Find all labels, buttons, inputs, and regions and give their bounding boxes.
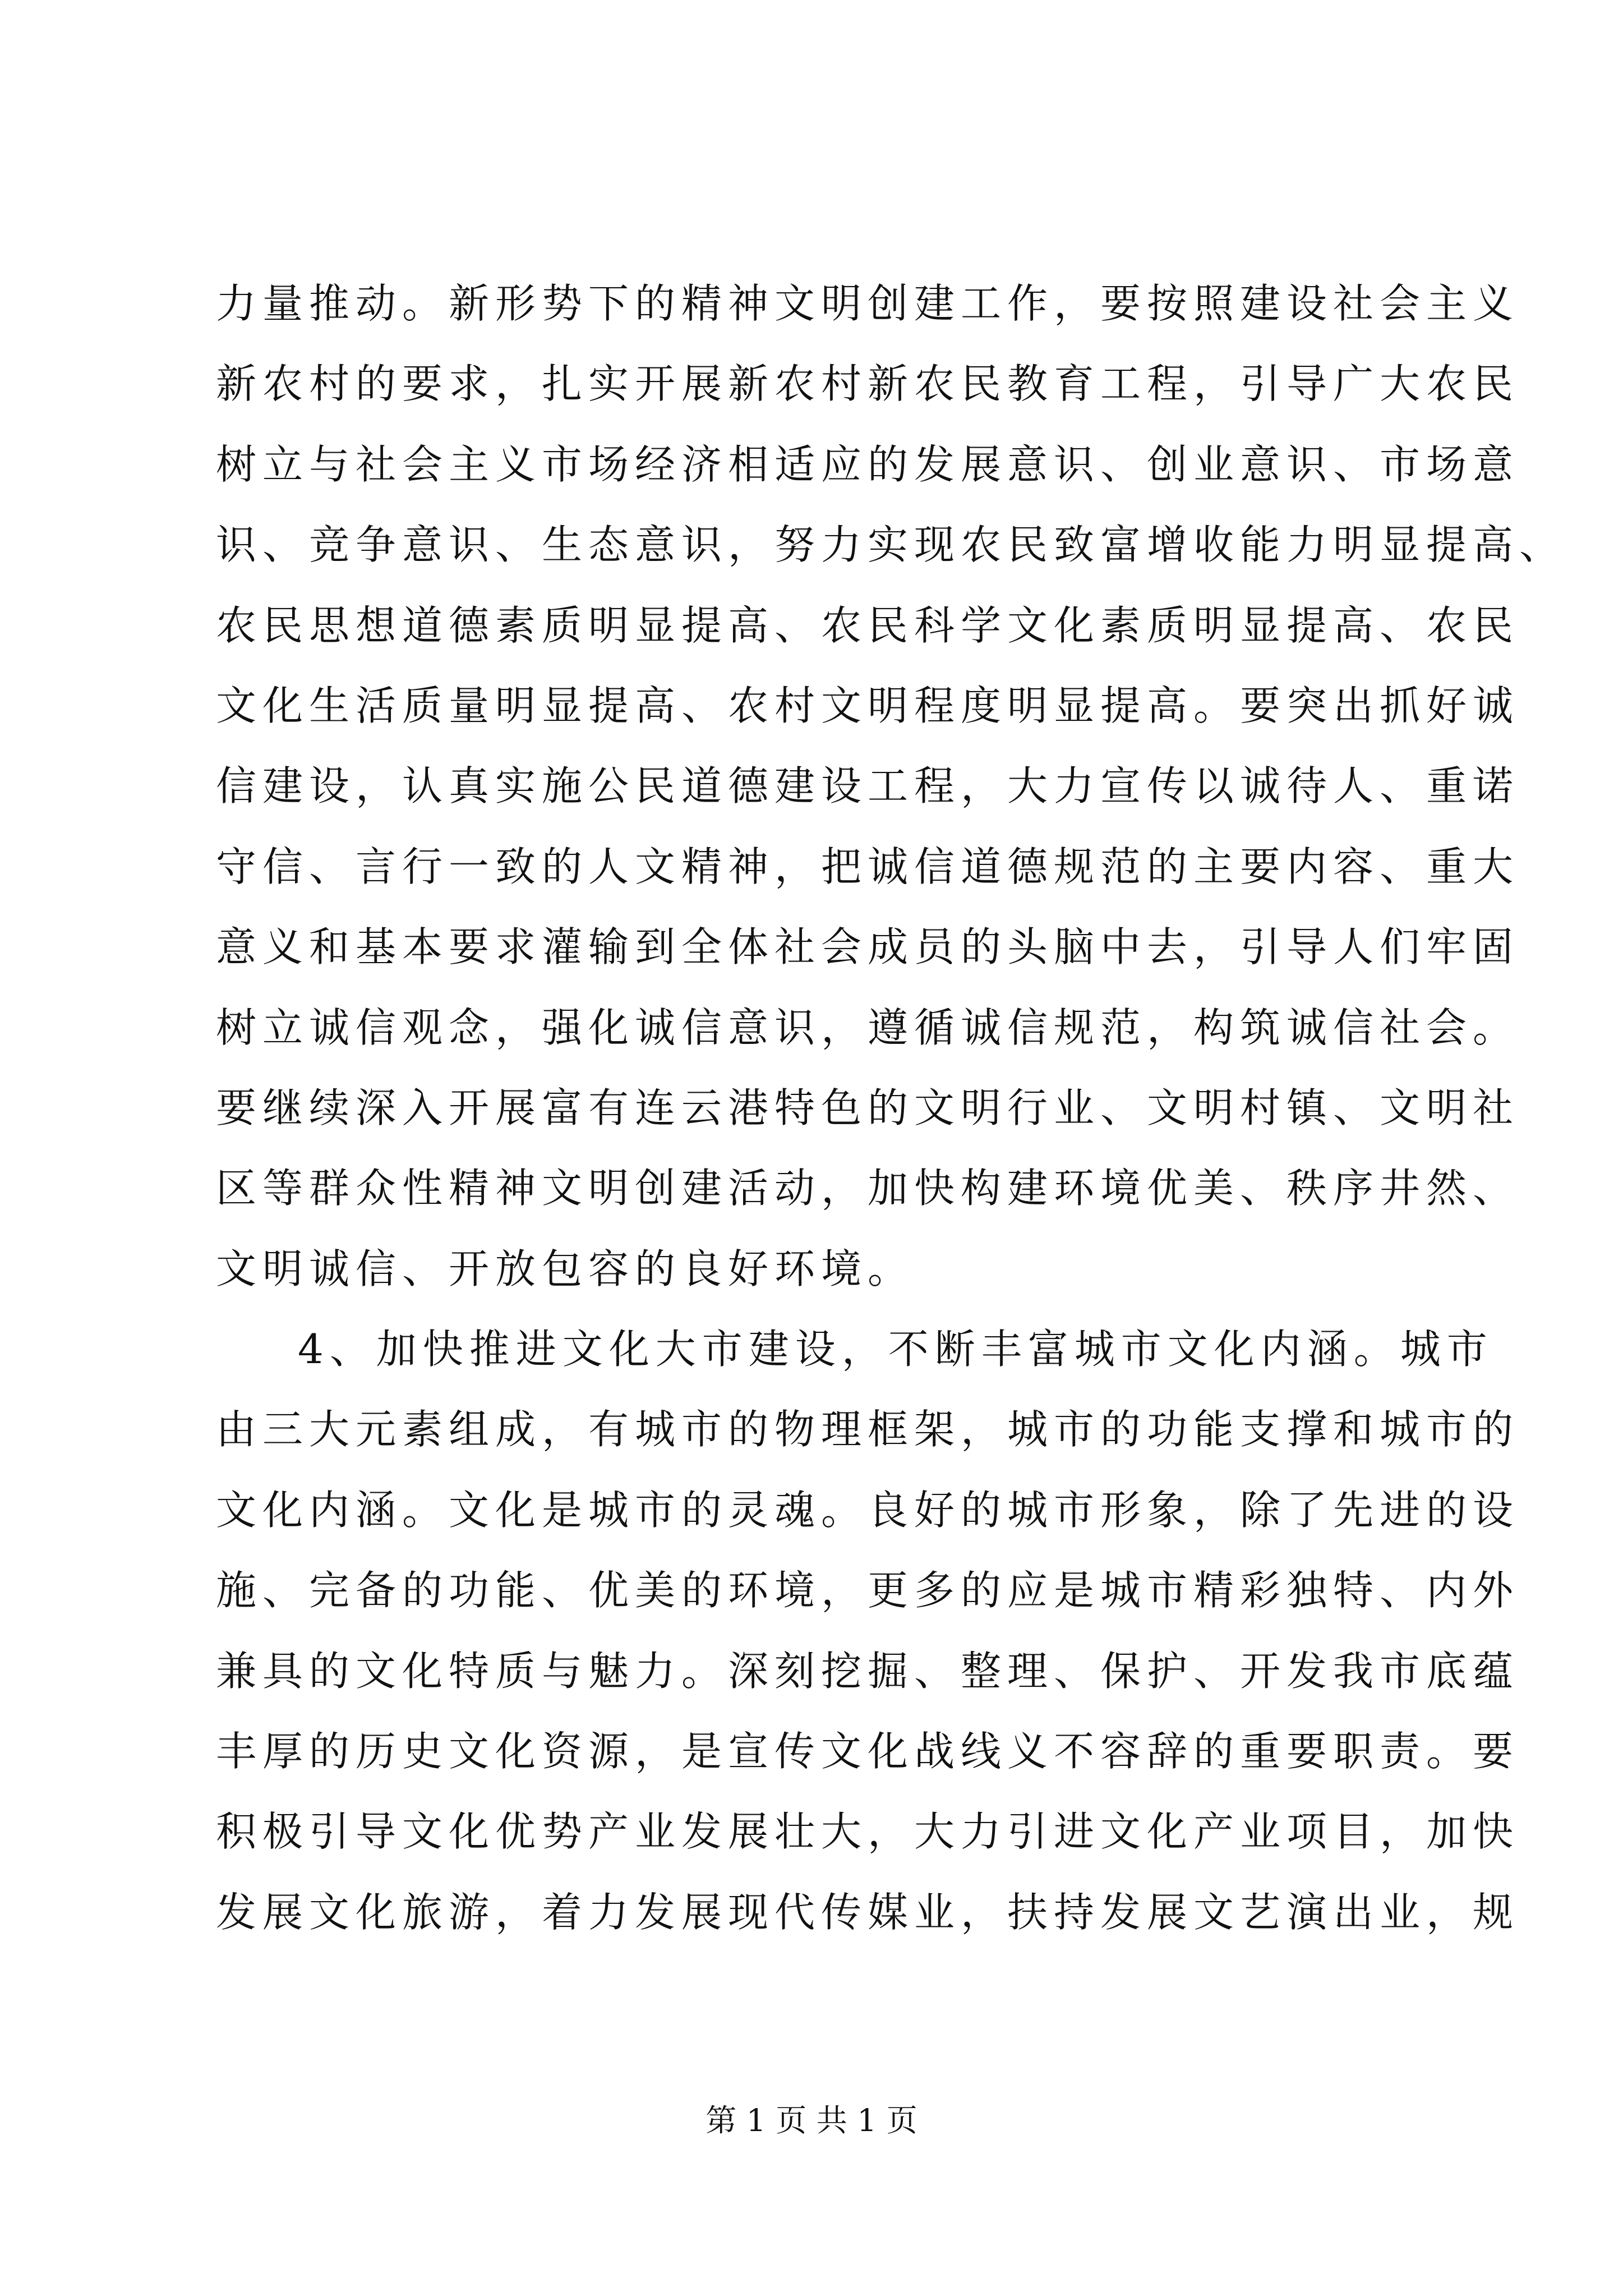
text-line: 力量推动。新形势下的精神文明创建工作，要按照建设社会主义 [216,280,1520,327]
text-line: 农民思想道德素质明显提高、农民科学文化素质明显提高、农民 [216,601,1520,649]
text-line: 识、竞争意识、生态意识，努力实现农民致富增收能力明显提高、 [216,521,1566,569]
text-line: 由三大元素组成，有城市的物理框架，城市的功能支撑和城市的 [216,1406,1520,1453]
text-line: 丰厚的历史文化资源，是宣传文化战线义不容辞的重要职责。要 [216,1728,1520,1775]
text-line: 积极引导文化优势产业发展壮大，大力引进文化产业项目，加快 [216,1808,1520,1856]
text-line: 要继续深入开展富有连云港特色的文明行业、文明村镇、文明社 [216,1084,1520,1131]
text-line: 意义和基本要求灌输到全体社会成员的头脑中去，引导人们牢固 [216,923,1520,971]
text-line: 施、完备的功能、优美的环境，更多的应是城市精彩独特、内外 [216,1567,1520,1614]
text-line: 新农村的要求，扎实开展新农村新农民教育工程，引导广大农民 [216,360,1520,408]
text-line: 树立与社会主义市场经济相适应的发展意识、创业意识、市场意 [216,440,1520,488]
text-line: 信建设，认真实施公民道德建设工程，大力宣传以诚待人、重诺 [216,762,1520,810]
page-footer [0,2101,1623,2140]
text-line: 区等群众性精神文明创建活动，加快构建环境优美、秩序井然、 [216,1165,1520,1212]
page-number-label: 第 1 页 共 1 页 [706,2102,917,2138]
paragraph-first-line: 4、加快推进文化大市建设，不断丰富城市文化内涵。城市 [298,1326,1493,1373]
text-line: 文化生活质量明显提高、农村文明程度明显提高。要突出抓好诚 [216,682,1520,729]
text-line: 文明诚信、开放包容的良好环境。 [216,1245,915,1292]
text-line: 兼具的文化特质与魅力。深刻挖掘、整理、保护、开发我市底蕴 [216,1647,1520,1695]
text-line: 发展文化旅游，着力发展现代传媒业，扶持发展文艺演出业，规 [216,1888,1520,1936]
text-line: 树立诚信观念，强化诚信意识，遵循诚信规范，构筑诚信社会。 [216,1004,1520,1051]
text-line: 文化内涵。文化是城市的灵魂。良好的城市形象，除了先进的设 [216,1486,1520,1534]
body-text [216,264,1566,1953]
text-line: 守信、言行一致的人文精神，把诚信道德规范的主要内容、重大 [216,843,1520,890]
